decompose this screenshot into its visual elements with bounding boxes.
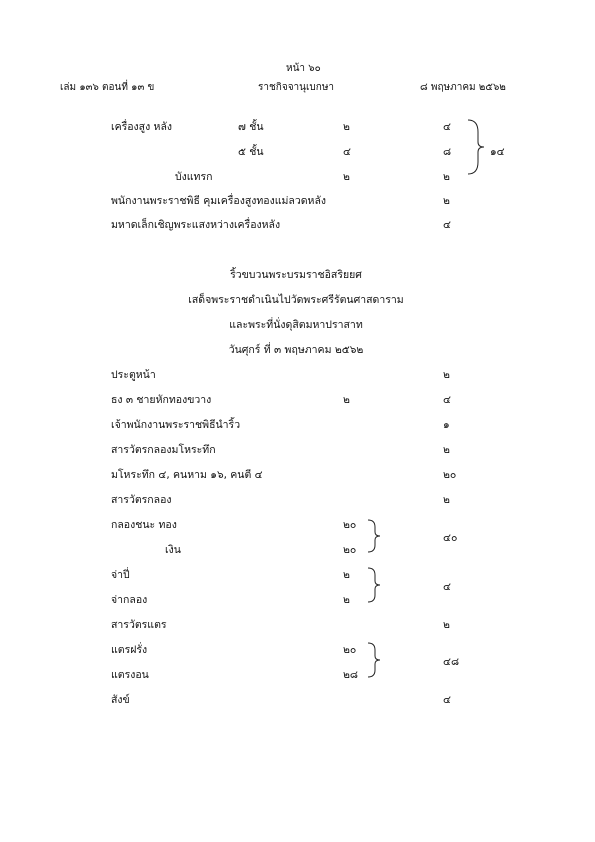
row-label: สารวัตรแตร: [111, 619, 167, 631]
row-qty: ๒: [343, 121, 350, 133]
row-qty: ๒: [343, 569, 350, 581]
row-sum: ๒: [443, 444, 450, 456]
row-label: มโหระทึก ๔, คนหาม ๑๖, คนตี ๔: [111, 469, 263, 481]
group-total: ๑๔: [490, 146, 505, 158]
row-label: จ่าปี่: [111, 569, 130, 581]
group-total: ๔: [443, 581, 451, 593]
row-sum: ๘: [443, 146, 452, 158]
row-sum: ๒๐: [443, 469, 457, 481]
row-qty: ๒๐: [343, 544, 357, 556]
row-label: แตรงอน: [111, 669, 149, 681]
page-number: หน้า ๖๐: [286, 63, 321, 74]
row-sum: ๒: [443, 619, 450, 631]
row-label: กลองชนะ ทอง: [111, 519, 177, 531]
row-qty: ๒๘: [343, 669, 359, 681]
row-label: ประตูหน้า: [111, 369, 156, 381]
row-sum: ๔: [443, 121, 451, 133]
row-label: ธง ๓ ชายหักทองขวาง: [111, 394, 212, 406]
section-title: และพระที่นั่งดุสิตมหาปราสาท: [229, 319, 363, 331]
row-qty: ๒: [343, 171, 350, 183]
section-title: เสด็จพระราชดำเนินไปวัดพระศรีรัตนศาสดาราม: [188, 294, 404, 306]
row-sum: ๒: [443, 195, 450, 207]
row-label: เงิน: [165, 544, 181, 556]
row-qty: ๔: [343, 146, 351, 158]
row-sum: ๔: [443, 394, 451, 406]
row-label: สังข์: [111, 694, 130, 706]
row-sum: ๒: [443, 369, 450, 381]
row-sub: ๗ ชั้น: [238, 121, 264, 133]
row-sum: ๔: [443, 694, 451, 706]
row-sum: ๔: [443, 219, 451, 231]
right-brace: [366, 641, 384, 679]
row-qty: ๒: [343, 594, 350, 606]
issue-date: ๘ พฤษภาคม ๒๕๖๒: [420, 82, 506, 93]
row-qty: ๒๐: [343, 519, 357, 531]
gazette-name: ราชกิจจานุเบกษา: [258, 82, 335, 93]
row-sum: ๑: [443, 419, 450, 431]
row-label: สารวัตรกลอง: [111, 494, 172, 506]
row-label: พนักงานพระราชพิธี คุมเครื่องสูงทองแม่ลวดหลัง: [111, 195, 327, 207]
row-sum: ๒: [443, 494, 450, 506]
row-sub: ๕ ชั้น: [238, 146, 264, 158]
row-label: จ่ากลอง: [111, 594, 148, 606]
section-date: วันศุกร์ ที่ ๓ พฤษภาคม ๒๕๖๒: [228, 344, 364, 356]
group-total: ๔๘: [443, 656, 460, 668]
volume-info: เล่ม ๑๓๖ ตอนที่ ๑๓ ข: [60, 82, 155, 93]
row-sum: ๒: [443, 171, 450, 183]
row-label: สารวัตรกลองมโหระทึก: [111, 444, 216, 456]
group-total: ๔๐: [443, 532, 458, 544]
row-qty: ๒: [343, 394, 350, 406]
right-brace: [466, 118, 486, 176]
row-qty: ๒๐: [343, 644, 357, 656]
row-label: มหาดเล็กเชิญพระแสงหว่างเครื่องหลัง: [111, 219, 281, 231]
row-label: เจ้าพนักงานพระราชพิธีนำริ้ว: [111, 419, 241, 431]
section-title: ริ้วขบวนพระบรมราชอิสริยยศ: [230, 269, 362, 281]
row-label: แตรฝรั่ง: [111, 644, 148, 656]
row-label: บังแทรก: [175, 171, 213, 183]
right-brace: [366, 566, 384, 604]
right-brace: [366, 518, 384, 554]
row-label: เครื่องสูง หลัง: [111, 121, 173, 133]
